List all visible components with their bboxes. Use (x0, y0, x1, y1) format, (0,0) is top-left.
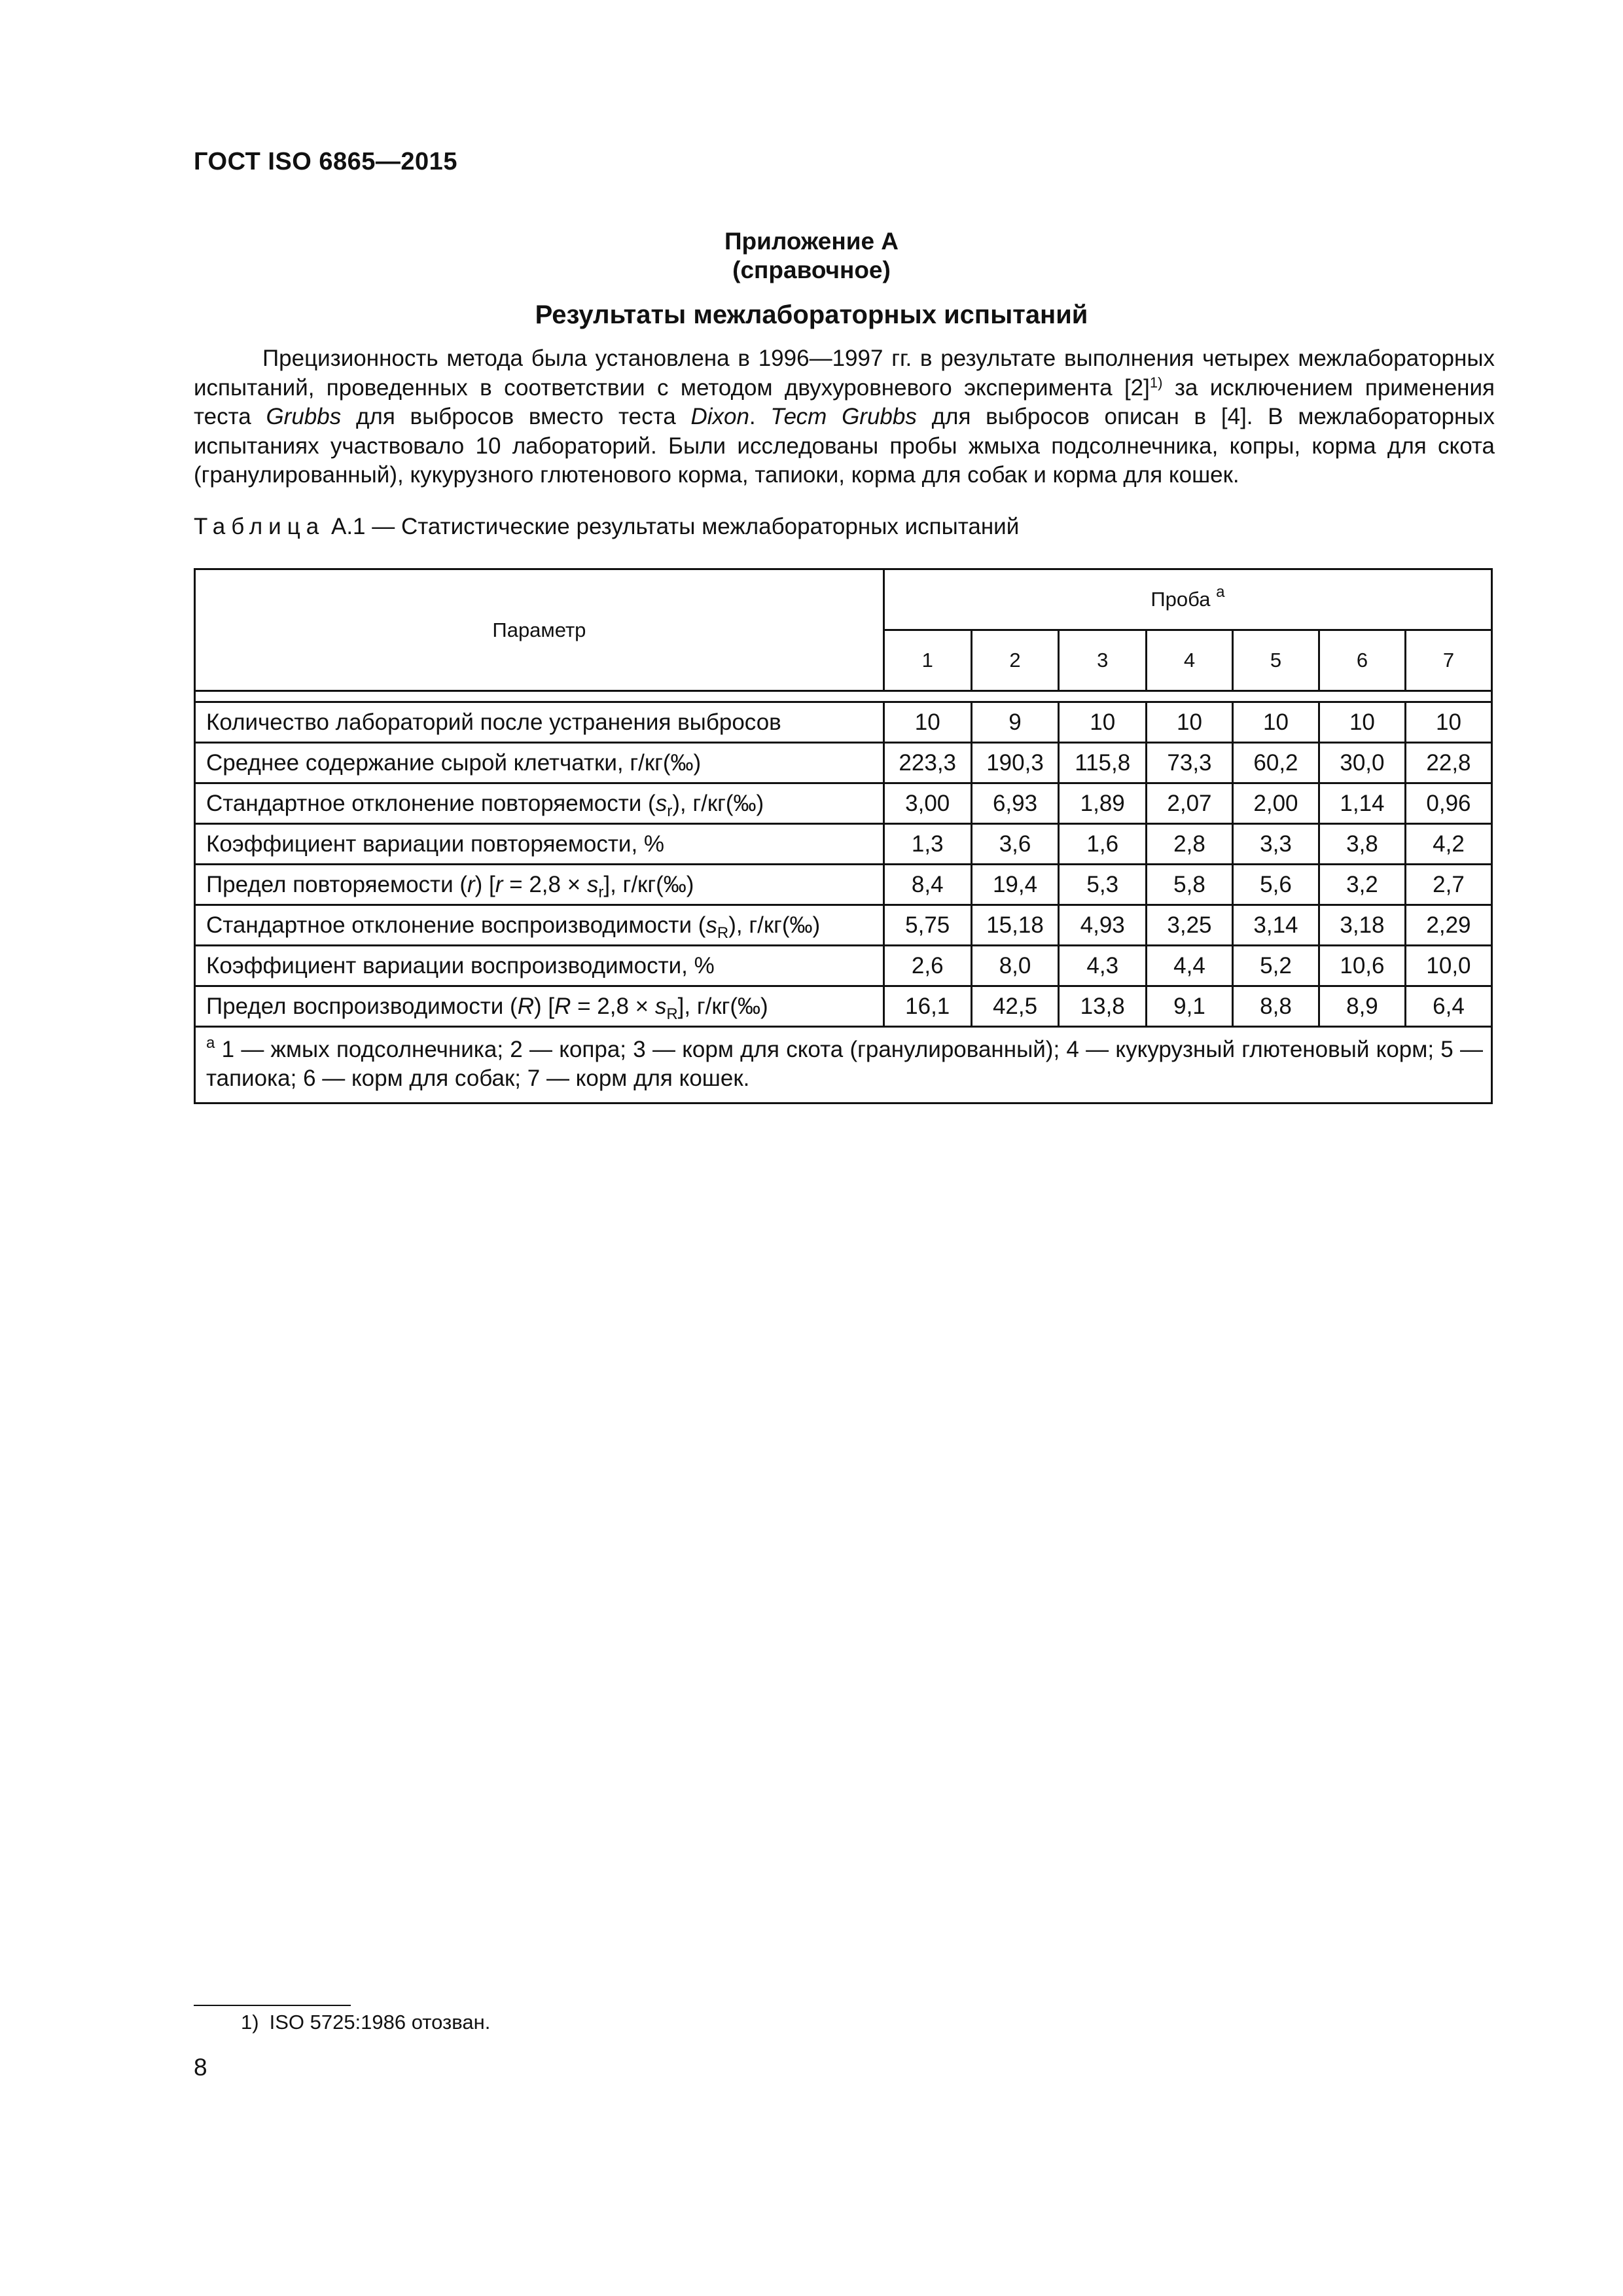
value-cell: 2,6 (883, 946, 971, 986)
value-cell: 3,14 (1232, 905, 1319, 946)
param-part: r (495, 871, 503, 897)
annex-kind: (справочное) (732, 257, 891, 283)
param-part: r (467, 871, 475, 897)
value-cell: 5,6 (1232, 865, 1319, 905)
annex-heading: Результаты межлабораторных испытаний (535, 300, 1088, 329)
intro-text-5: для выбросов описан в [4]. В межлабораторных испытаниях участвовало 10 лабораторий. Были исследованы пробы жмыха подсолнечника, копры, корма для скота (гранулированный), кукурузного глютенового корма, тапиоки, корма для собак и корма для кошек. (194, 404, 1495, 488)
value-cell: 3,8 (1319, 824, 1405, 865)
value-cell: 2,07 (1146, 783, 1232, 824)
param-cell: Коэффициент вариации повторяемости, % (195, 824, 884, 865)
sample-header (883, 569, 1491, 630)
param-cell (195, 986, 884, 1027)
value-cell: 4,4 (1146, 946, 1232, 986)
param-part: R (554, 993, 571, 1019)
param-part: ], г/кг(‰) (603, 871, 694, 897)
table-row (195, 783, 1492, 824)
param-part: s (654, 993, 667, 1019)
table-caption-label: Таблица (194, 514, 325, 539)
value-cell: 60,2 (1232, 743, 1319, 783)
value-cell: 10 (1405, 702, 1491, 743)
value-cell: 4,3 (1059, 946, 1147, 986)
intro-text-4: . (749, 404, 771, 429)
param-part: Предел повторяемости ( (206, 871, 468, 897)
value-cell: 3,6 (971, 824, 1059, 865)
param-part: s (655, 790, 668, 816)
table-header-row (195, 569, 1492, 630)
page-footnote-mark: 1) (241, 2011, 259, 2034)
value-cell: 3,00 (883, 783, 971, 824)
param-part: = 2,8 × (571, 993, 655, 1019)
value-cell: 10 (1146, 702, 1232, 743)
column-number: 3 (1059, 630, 1147, 691)
param-cell: Количество лабораторий после устранения выбросов (195, 702, 884, 743)
value-cell: 2,29 (1405, 905, 1491, 946)
value-cell: 10 (883, 702, 971, 743)
param-part: Стандартное отклонение воспроизводимости ( (206, 912, 706, 938)
value-cell: 8,4 (883, 865, 971, 905)
value-cell: 9 (971, 702, 1059, 743)
document-header: ГОСТ ISO 6865—2015 (194, 148, 457, 175)
separator-cell (195, 691, 1492, 702)
value-cell: 30,0 (1319, 743, 1405, 783)
column-number: 2 (971, 630, 1059, 691)
value-cell: 4,93 (1059, 905, 1147, 946)
annex-title: Приложение А (724, 228, 899, 255)
page-footnote (241, 2011, 491, 2034)
value-cell: 3,2 (1319, 865, 1405, 905)
column-number: 4 (1146, 630, 1232, 691)
value-cell: 13,8 (1059, 986, 1147, 1027)
column-number: 1 (883, 630, 971, 691)
value-cell: 8,9 (1319, 986, 1405, 1027)
value-cell: 5,75 (883, 905, 971, 946)
results-table (194, 568, 1493, 1104)
value-cell: 16,1 (883, 986, 971, 1027)
value-cell: 3,3 (1232, 824, 1319, 865)
param-part: ), г/кг(‰) (672, 790, 764, 816)
param-header: Параметр (195, 569, 884, 691)
footnote-rule (194, 2005, 351, 2006)
value-cell: 22,8 (1405, 743, 1491, 783)
value-cell: 10 (1059, 702, 1147, 743)
column-number: 5 (1232, 630, 1319, 691)
table-caption-text: А.1 — Статистические результаты межлабораторных испытаний (330, 514, 1020, 539)
param-cell: Среднее содержание сырой клетчатки, г/кг(‰) (195, 743, 884, 783)
param-cell (195, 783, 884, 824)
value-cell: 2,7 (1405, 865, 1491, 905)
column-number: 6 (1319, 630, 1405, 691)
sample-header-label: Проба (1150, 588, 1211, 611)
table-caption (194, 514, 1019, 540)
value-cell: 10,6 (1319, 946, 1405, 986)
table-footnote-row (195, 1027, 1492, 1103)
param-part: r (667, 802, 673, 820)
value-cell: 4,2 (1405, 824, 1491, 865)
value-cell: 6,4 (1405, 986, 1491, 1027)
table-row (195, 743, 1492, 783)
param-part: ) [ (474, 871, 495, 897)
table-footnote-text: 1 — жмых подсолнечника; 2 — копра; 3 — корм для скота (гранулированный); 4 — кукурузный глютеновый корм; 5 — тапиока; 6 — корм для собак; 7 — корм для кошек. (206, 1037, 1483, 1091)
table-row (195, 702, 1492, 743)
sample-header-mark: a (1216, 583, 1225, 601)
intro-text-1: Прецизионность метода была установлена в 1996—1997 гг. в результате выполнения четырех межлабораторных испытаний, проведенных в соответствии с методом двухуровневого эксперимента [2] (194, 346, 1495, 401)
param-part: R (517, 993, 534, 1019)
value-cell: 10 (1319, 702, 1405, 743)
value-cell: 5,3 (1059, 865, 1147, 905)
value-cell: 190,3 (971, 743, 1059, 783)
value-cell: 19,4 (971, 865, 1059, 905)
value-cell: 6,93 (971, 783, 1059, 824)
param-cell (195, 865, 884, 905)
value-cell: 2,8 (1146, 824, 1232, 865)
header-separator (195, 691, 1492, 702)
value-cell: 10,0 (1405, 946, 1491, 986)
term-test-grubbs: Тест Grubbs (770, 404, 917, 429)
term-dixon: Dixon (690, 404, 749, 429)
value-cell: 15,18 (971, 905, 1059, 946)
table-row (195, 865, 1492, 905)
param-part: ) [ (533, 993, 555, 1019)
value-cell: 1,3 (883, 824, 971, 865)
param-part: Стандартное отклонение повторяемости ( (206, 790, 656, 816)
value-cell: 1,6 (1059, 824, 1147, 865)
table-footnote (195, 1027, 1492, 1103)
intro-text-3: для выбросов вместо теста (341, 404, 691, 429)
value-cell: 42,5 (971, 986, 1059, 1027)
intro-paragraph (194, 344, 1495, 490)
value-cell: 0,96 (1405, 783, 1491, 824)
param-part: ], г/кг(‰) (677, 993, 768, 1019)
param-part: r (598, 883, 604, 901)
param-part: s (705, 912, 717, 938)
param-part: Предел воспроизводимости ( (206, 993, 518, 1019)
param-cell: Коэффициент вариации воспроизводимости, % (195, 946, 884, 986)
param-part: R (717, 924, 729, 942)
table-row (195, 946, 1492, 986)
term-grubbs: Grubbs (266, 404, 342, 429)
footnote-ref: 1) (1149, 374, 1163, 391)
page-number: 8 (194, 2054, 207, 2081)
param-part: ), г/кг(‰) (728, 912, 821, 938)
value-cell: 1,14 (1319, 783, 1405, 824)
value-cell: 10 (1232, 702, 1319, 743)
value-cell: 3,25 (1146, 905, 1232, 946)
value-cell: 2,00 (1232, 783, 1319, 824)
table-row (195, 824, 1492, 865)
table-row (195, 905, 1492, 946)
value-cell: 8,0 (971, 946, 1059, 986)
param-part: = 2,8 × (503, 871, 587, 897)
value-cell: 223,3 (883, 743, 971, 783)
intro-text-2: за исключением применения теста (194, 374, 1495, 429)
value-cell: 115,8 (1059, 743, 1147, 783)
column-number: 7 (1405, 630, 1491, 691)
table-row (195, 986, 1492, 1027)
page-footnote-text: ISO 5725:1986 отозван. (269, 2011, 491, 2034)
param-part: s (586, 871, 599, 897)
value-cell: 73,3 (1146, 743, 1232, 783)
table-footnote-mark: a (206, 1034, 215, 1052)
value-cell: 8,8 (1232, 986, 1319, 1027)
param-cell (195, 905, 884, 946)
value-cell: 3,18 (1319, 905, 1405, 946)
value-cell: 1,89 (1059, 783, 1147, 824)
value-cell: 9,1 (1146, 986, 1232, 1027)
value-cell: 5,8 (1146, 865, 1232, 905)
param-part: R (666, 1005, 678, 1023)
value-cell: 5,2 (1232, 946, 1319, 986)
